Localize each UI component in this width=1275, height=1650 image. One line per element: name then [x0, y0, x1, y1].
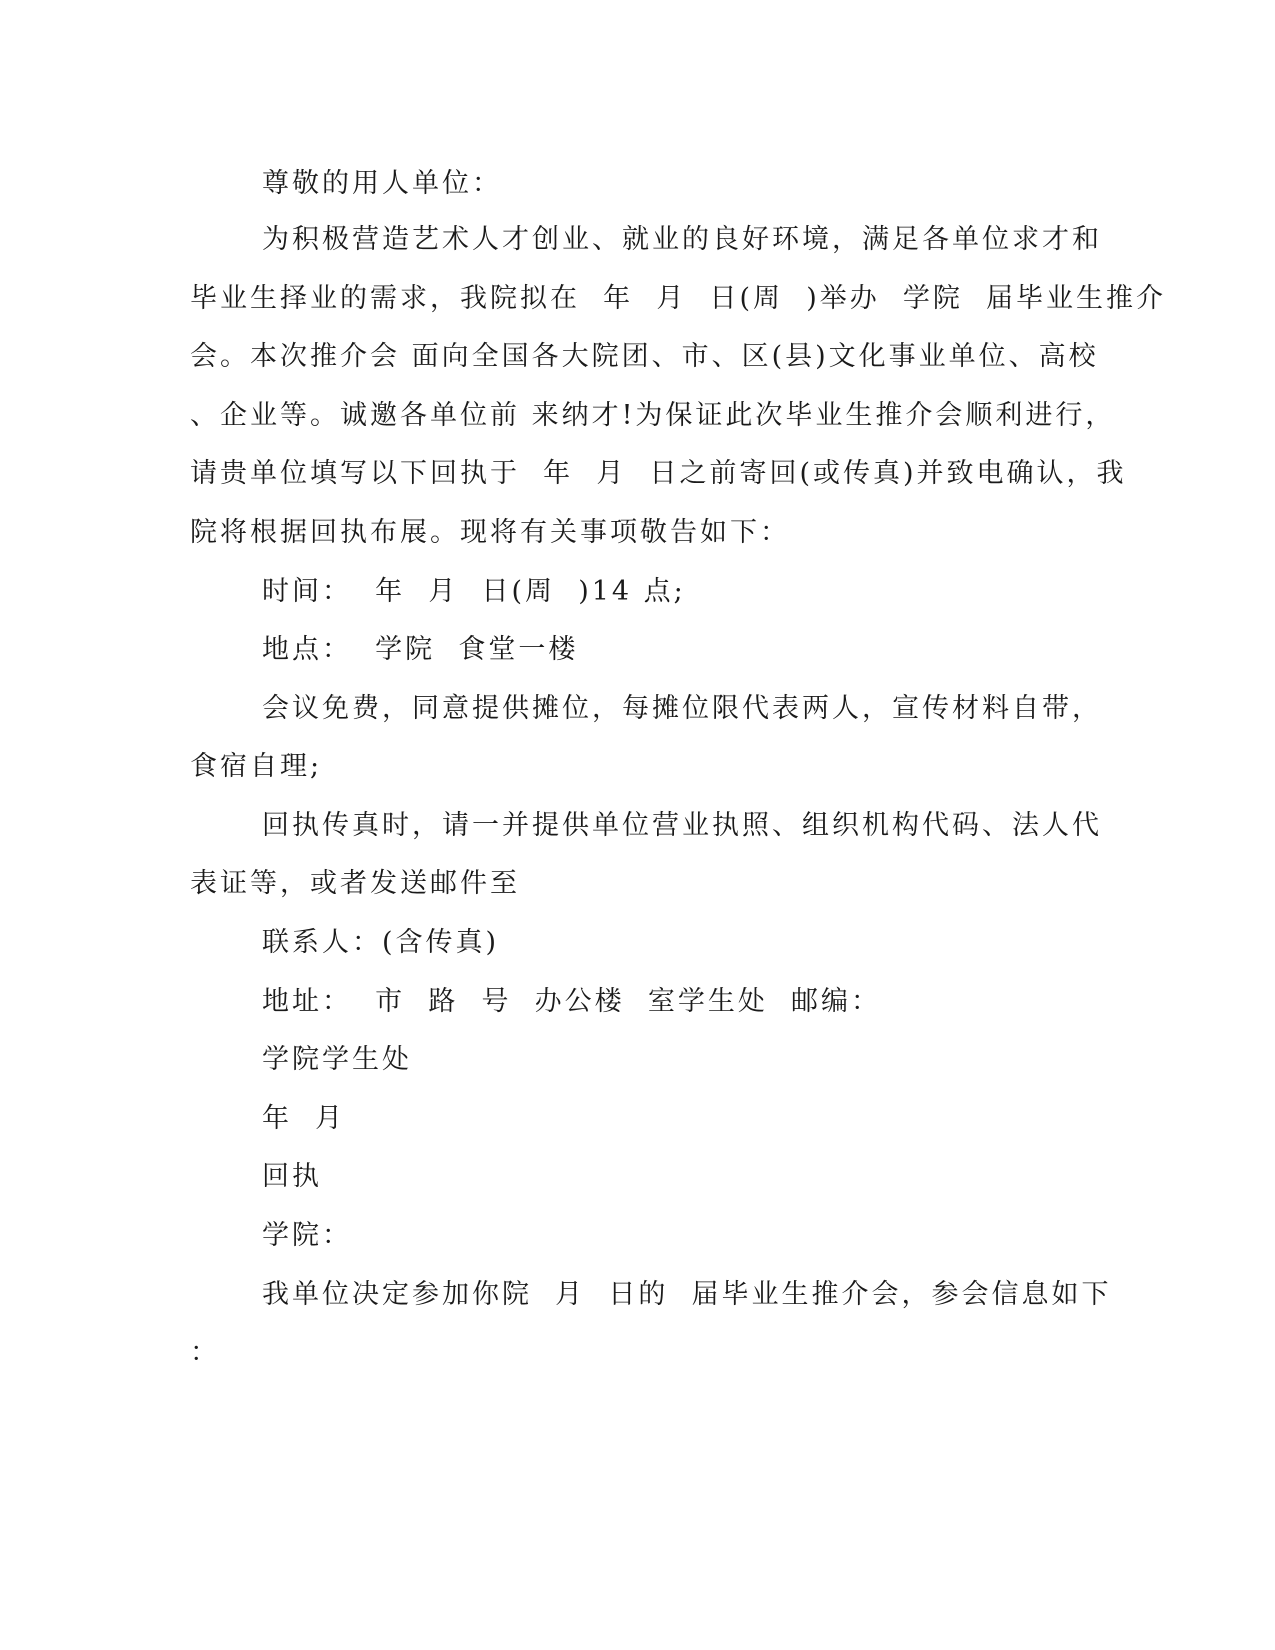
receipt-addressee: 学院： [262, 1220, 352, 1251]
issue-date: 年 月 [262, 1103, 346, 1134]
fax-paragraph-line: 回执传真时，请一并提供单位营业执照、组织机构代码、法人代 [262, 810, 1102, 841]
time-item: 时间： 年 月 日(周 )14 点; [262, 576, 686, 607]
body-paragraph-line: 毕业生择业的需求，我院拟在 年 月 日(周 )举办 学院 届毕业生推介 [190, 283, 1167, 314]
salutation: 尊敬的用人单位： [262, 168, 502, 199]
receipt-paragraph-line: 我单位决定参加你院 月 日的 届毕业生推介会，参会信息如下 [262, 1279, 1112, 1310]
fax-paragraph-line: 表证等，或者发送邮件至 [190, 868, 520, 899]
fee-paragraph-line: 食宿自理; [190, 751, 323, 782]
body-paragraph-line: 会。本次推介会 面向全国各大院团、市、区(县)文化事业单位、高校 [190, 341, 1099, 372]
body-paragraph-line: 请贵单位填写以下回执于 年 月 日之前寄回(或传真)并致电确认，我 [190, 458, 1127, 489]
fee-paragraph-line: 会议免费，同意提供摊位，每摊位限代表两人，宣传材料自带， [262, 693, 1102, 724]
receipt-paragraph-line: ： [190, 1337, 220, 1368]
issuer: 学院学生处 [262, 1044, 412, 1075]
contact-person: 联系人：(含传真) [262, 927, 500, 958]
body-paragraph-line: 为积极营造艺术人才创业、就业的良好环境，满足各单位求才和 [262, 224, 1102, 255]
location-item: 地点： 学院 食堂一楼 [262, 634, 579, 665]
address: 地址： 市 路 号 办公楼 室学生处 邮编： [262, 986, 881, 1017]
receipt-title: 回执 [262, 1161, 322, 1192]
body-paragraph-line: 、企业等。诚邀各单位前 来纳才!为保证此次毕业生推介会顺利进行， [190, 400, 1116, 431]
body-paragraph-line: 院将根据回执布展。现将有关事项敬告如下： [190, 517, 790, 548]
